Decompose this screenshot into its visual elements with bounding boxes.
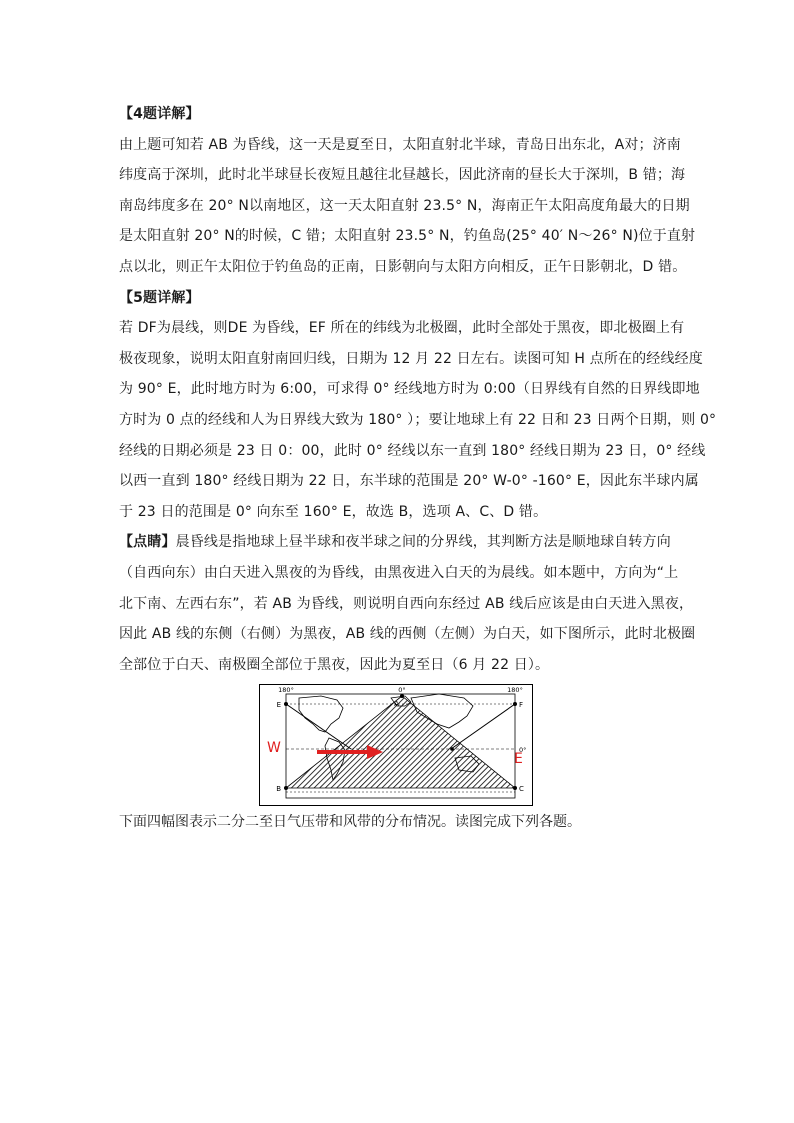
point-A xyxy=(400,694,404,698)
q5-line-2: 极夜现象，说明太阳直射南回归线，日期为 12 月 22 日左右。读图可知 H 点所在的经线经度 xyxy=(119,350,703,367)
q5-line-1: 若 DF为晨线，则DE 为昏线，EF 所在的纬线为北极圈，此时全部处于黑夜，即北极圈上有 xyxy=(119,320,685,337)
document-page xyxy=(119,99,717,836)
tip-first-line-text: 晨昏线是指地球上昼半球和夜半球之间的分界线，其判断方法是顺地球自转方向 xyxy=(175,534,671,551)
point-F xyxy=(513,702,517,706)
tip-line-4: 因此 AB 线的东侧（右侧）为黑夜，AB 线的西侧（左侧）为白天，如下图所示，此时北极圈 xyxy=(119,626,696,643)
point-H xyxy=(450,747,454,751)
top-label-180-east: 180° xyxy=(507,686,523,695)
point-C xyxy=(513,786,517,790)
point-E xyxy=(284,702,288,706)
q5-line-6: 以西一直到 180° 经线日期为 22 日，东半球的范围是 20° W-0° -160° E，因此东半球内属 xyxy=(119,473,699,490)
label-B: B xyxy=(276,785,281,794)
q4-line-3: 南岛纬度多在 20° N以南地区，这一天太阳直射 23.5° N，海南正午太阳高度角最大的日期 xyxy=(119,197,690,214)
tip-line-3: 北下南、左西右东”，若 AB 为昏线，则说明自西向东经过 AB 线后应该是由白天进入黑夜， xyxy=(119,595,694,612)
q4-heading: 【4题详解】 xyxy=(119,106,200,122)
tip-line-1 xyxy=(119,527,679,558)
q4-line-1: 由上题可知若 AB 为昏线，这一天是夏至日，太阳直射北半球，青岛日出东北，A对；济南 xyxy=(119,136,681,153)
day-night-map-figure xyxy=(259,684,533,806)
top-label-180-west: 180° xyxy=(278,686,294,695)
next-question-caption: 下面四幅图表示二分二至日气压带和风带的分布情况。读图完成下列各题。 xyxy=(119,814,581,831)
tip-heading: 【点睛】 xyxy=(119,534,176,551)
direction-west-label: W xyxy=(267,740,281,757)
figure-area xyxy=(119,684,679,808)
direction-east-label: E xyxy=(514,751,523,768)
q4-line-2: 纬度高于深圳，此时北半球昼长夜短且越往北昼越长，因此济南的昼长大于深圳，B 错；海 xyxy=(119,167,686,184)
q5-heading: 【5题详解】 xyxy=(119,289,200,306)
q5-line-5: 经线的日期必须是 23 日 0：00，此时 0° 经线以东一直到 180° 经线日期为 23 日，0° 经线 xyxy=(119,442,706,459)
map-svg xyxy=(259,684,533,806)
right-label-0: 0° xyxy=(519,746,527,755)
label-A: A xyxy=(394,700,399,709)
tip-line-2: （自西向东）由白天进入黑夜的为昏线，由黑夜进入白天的为晨线。如本题中，方向为“上 xyxy=(119,564,679,581)
label-C: C xyxy=(519,785,524,794)
label-F: F xyxy=(519,701,524,710)
q4-line-5: 点以北，则正午太阳位于钓鱼岛的正南，日影朝向与太阳方向相反，正午日影朝北，D 错。 xyxy=(119,258,687,275)
q5-line-4: 方时为 0 点的经线和人为日界线大致为 180° ）；要让地球上有 22 日和 23 日两个日期，则 0° xyxy=(119,411,717,428)
tip-line-5: 全部位于白天、南极圈全部位于黑夜，因此为夏至日（6 月 22 日）。 xyxy=(119,656,550,673)
top-label-0: 0° xyxy=(398,686,406,695)
label-E: E xyxy=(276,701,281,710)
q5-line-3: 为 90° E，此时地方时为 6:00，可求得 0° 经线地方时为 0:00（日界线有自然的日界线即地 xyxy=(119,381,700,398)
point-B xyxy=(284,786,288,790)
q5-line-7: 于 23 日的范围是 0° 向东至 160° E，故选 B，选项 A、C、D 错。 xyxy=(119,503,548,520)
q4-line-4: 是太阳直射 20° N的时候，C 错；太阳直射 23.5° N，钓鱼岛(25° 40′ N～26° N)位于直射 xyxy=(119,228,696,245)
